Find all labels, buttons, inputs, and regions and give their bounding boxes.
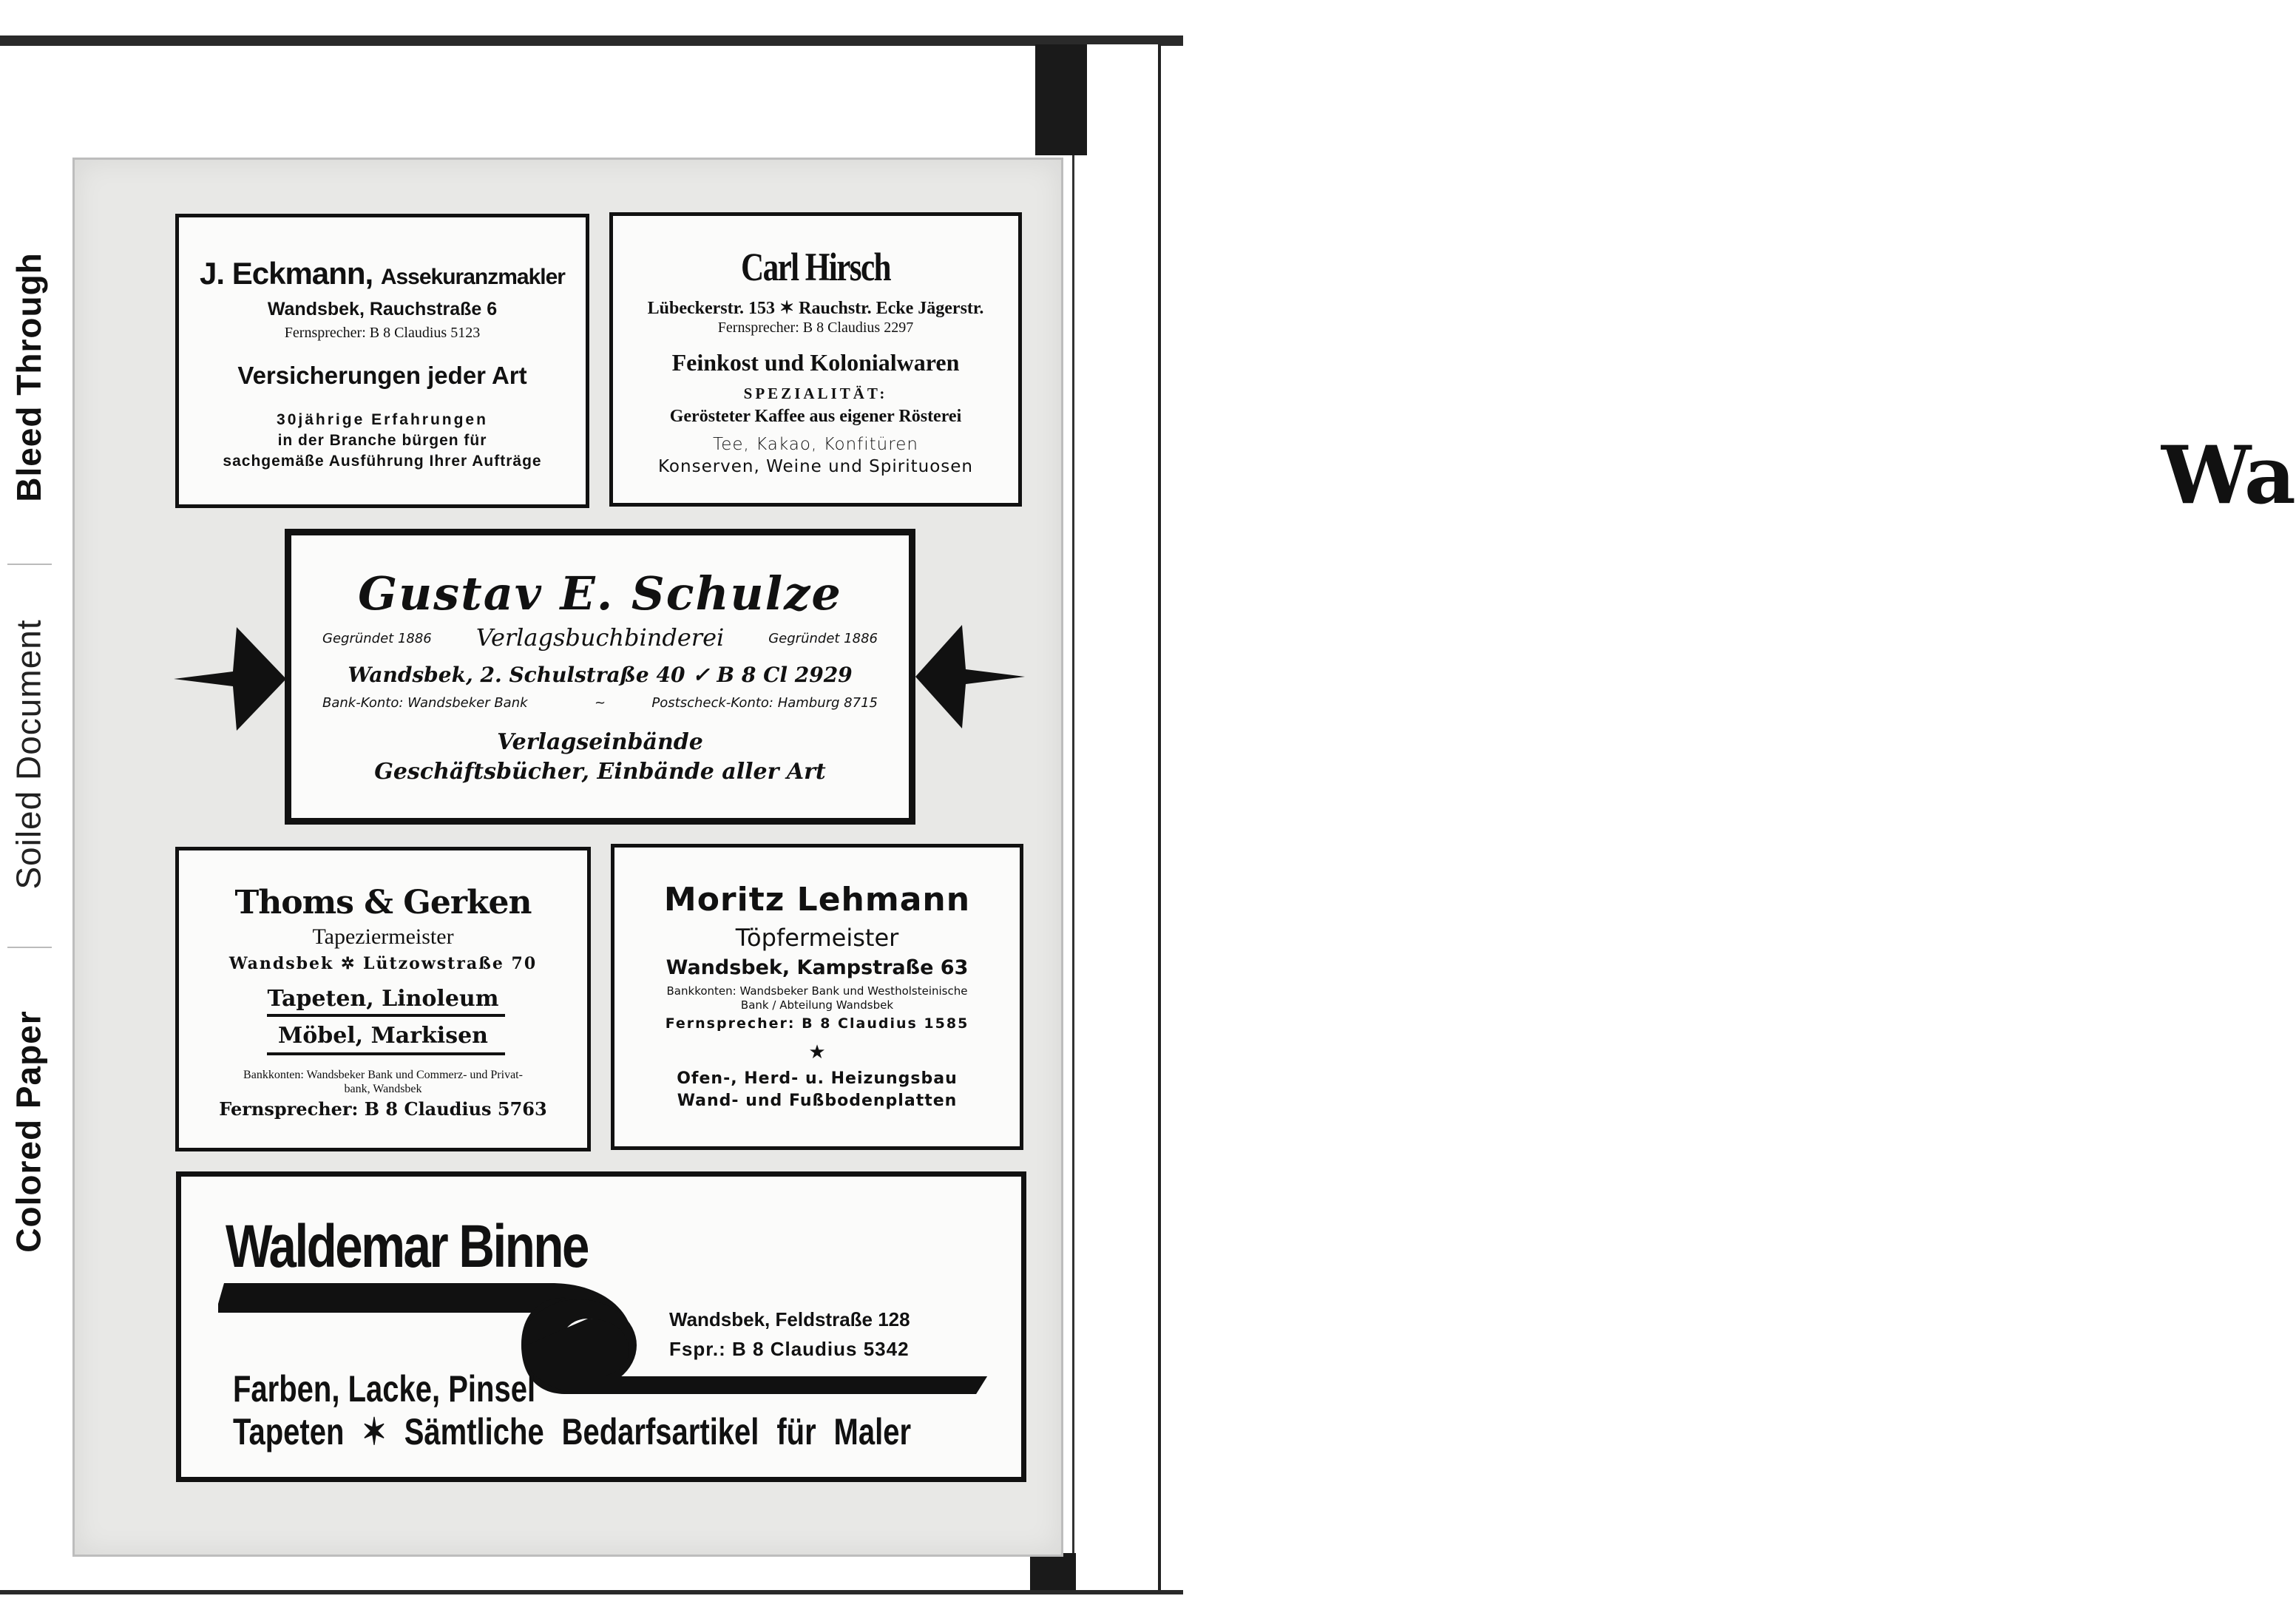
ad-hirsch [609, 212, 1022, 507]
ad-trade: Töpfermeister [735, 924, 899, 952]
ad-line: Wand- und Fußbodenplatten [677, 1092, 958, 1110]
ad-headline: Versicherungen jeder Art [237, 362, 527, 389]
ad-headline: Feinkost und Kolonialwaren [671, 349, 960, 376]
ad-phone: Fernsprecher: B 8 Claudius 5763 [219, 1098, 547, 1120]
ad-line: Tapeten, Linoleum [267, 986, 499, 1012]
ad-line: 30jährige Erfahrungen [277, 411, 488, 428]
ad-address: Lübeckerstr. 153 ✶ Rauchstr. Ecke Jägerstr. [647, 299, 984, 318]
ad-line: Ofen-, Herd- u. Heizungsbau [677, 1069, 958, 1088]
ad-lehmann [611, 844, 1023, 1150]
ad-address: Wandsbek, Kampstraße 63 [666, 956, 969, 979]
ad-phone: Fernsprecher: B 8 Claudius 2297 [717, 319, 914, 336]
arrow-right-icon [174, 627, 286, 731]
ad-title: J. Eckmann, Assekuranzmakler [200, 256, 565, 291]
ad-title: Moritz Lehmann [663, 881, 971, 919]
ad-phone: Fernsprecher: B 8 Claudius 1585 [665, 1015, 969, 1032]
scan-top-border [0, 35, 1183, 46]
ad-title: Carl Hirsch [741, 245, 890, 289]
side-label-soiled: Soiled Document [10, 619, 48, 890]
ad-address: Wandsbek ✲ Lützowstraße 70 [228, 954, 538, 973]
ad-bank: Bankkonten: Wandsbeker Bank und Commerz- und Privat- [243, 1069, 523, 1081]
ad-line: sachgemäße Ausführung Ihrer Aufträge [223, 453, 542, 470]
ad-special-label: SPEZIALITÄT: [743, 385, 888, 402]
scan-corner-block-top [1035, 44, 1087, 155]
side-label-colored: Colored Paper [10, 1010, 49, 1253]
ad-line: Geschäftsbücher, Einbände aller Art [374, 759, 826, 785]
bleed-through-text: Wa [2161, 429, 2296, 522]
ad-line: Farben, Lacke, Pinsel [233, 1368, 536, 1410]
ad-phone: Fernsprecher: B 8 Claudius 5123 [284, 325, 481, 341]
ad-line: in der Branche bürgen für [277, 432, 487, 449]
ad-bank: Bankkonten: Wandsbeker Bank und Westholsteinische [666, 984, 968, 998]
ad-line: Konserven, Weine und Spirituosen [658, 457, 973, 476]
underline [267, 1014, 505, 1017]
ad-bank: bank, Wandsbek [344, 1083, 422, 1095]
ad-special: Gerösteter Kaffee aus eigener Rösterei [669, 407, 962, 426]
scan-bottom-border [0, 1590, 1183, 1594]
ad-thoms-gerken [175, 847, 591, 1151]
ad-binne [176, 1171, 1026, 1482]
scan-corner-block-bottom [1030, 1553, 1076, 1594]
ad-title: Thoms & Gerken [234, 884, 532, 921]
ad-schulze: Gustav E. Schulze Gegründet 1886 Verlagsbuchbinderei Gegründet 1886 Wandsbek, 2. Schulstraße 40 ✓ B 8 Cl 2929 Bank-Konto: Wandsbeker Bank ~ Postscheck-Konto: Hamburg 8715 Verlagseinbände Geschäftsbücher, Einbände aller Art [285, 529, 915, 825]
underline [267, 1052, 505, 1055]
label-divider [7, 947, 52, 948]
ad-phone: Fspr.: B 8 Claudius 5342 [669, 1338, 910, 1360]
ad-title: Waldemar Binne [226, 1213, 588, 1280]
ad-line: Tapeten ✶ Sämtliche Bedarfsartikel für Maler [233, 1411, 912, 1452]
ad-trade: Tapeziermeister [312, 924, 454, 949]
ad-line: Tee, Kakao, Konfitüren [713, 435, 918, 454]
ad-eckmann [175, 214, 589, 508]
sidebar-labels [0, 214, 59, 1324]
ad-bank: Bank / Abteilung Wandsbek [740, 998, 894, 1012]
ad-title: Gustav E. Schulze [358, 566, 842, 620]
adjacent-page [1072, 44, 2296, 1553]
scan-right-edge [1158, 44, 1161, 1590]
label-divider [7, 564, 52, 565]
arrow-left-icon [915, 625, 1025, 728]
ad-line: Verlagseinbände [497, 729, 703, 755]
ad-address: Wandsbek, 2. Schulstraße 40 ✓ B 8 Cl 2929 [348, 663, 853, 687]
star-icon: ★ [808, 1041, 826, 1063]
ad-address: Wandsbek, Rauchstraße 6 [267, 299, 498, 319]
side-label-bleed: Bleed Through [10, 252, 49, 502]
ad-address: Wandsbek, Feldstraße 128 [669, 1308, 910, 1330]
ad-line: Möbel, Markisen [278, 1023, 488, 1049]
